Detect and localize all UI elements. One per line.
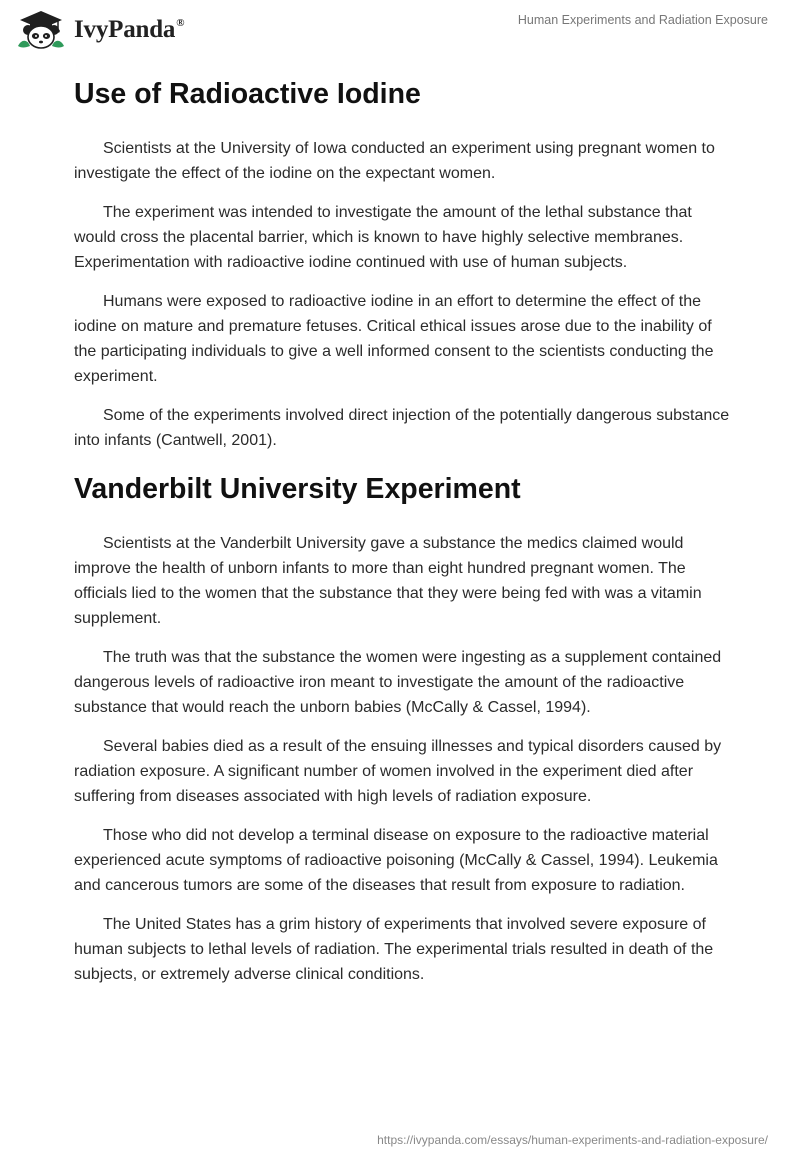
source-url[interactable]: https://ivypanda.com/essays/human-experiments-and-radiation-exposure/ [377, 1133, 768, 1147]
paragraph: The truth was that the substance the women were ingesting as a supplement contained dangerous levels of radioactive iron meant to investigate the amount of the radioactive substance that would reach the unborn babies (McCally & Cassel, 1994). [74, 649, 722, 716]
section-heading-radioactive-iodine: Use of Radioactive Iodine [74, 78, 421, 110]
page-header [0, 0, 800, 60]
paragraph: The experiment was intended to investigate the amount of the lethal substance that would cross the placental barrier, which is known to have highly selective membranes. Experimentation with radioactive iodine continued with use of human subjects. [74, 204, 692, 271]
panda-graduate-icon [14, 8, 68, 52]
paragraph: Some of the experiments involved direct injection of the potentially dangerous substance into infants (Cantwell, 2001). [74, 407, 730, 449]
article-body [74, 72, 734, 1001]
brand-name: IvyPanda® [74, 16, 185, 43]
paragraph: The United States has a grim history of experiments that involved severe exposure of human subjects to lethal levels of radiation. The experimental trials resulted in death of the subjects, or extremely adverse clinical conditions. [74, 916, 714, 983]
section-heading-vanderbilt: Vanderbilt University Experiment [74, 473, 521, 505]
paragraph: Those who did not develop a terminal disease on exposure to the radioactive material experienced acute symptoms of radioactive poisoning (McCally & Cassel, 1994). Leukemia and cancerous tumors are some of the diseases that result from exposure to radiation. [74, 827, 718, 894]
ivypanda-logo[interactable] [14, 8, 184, 52]
document-title: Human Experiments and Radiation Exposure [517, 13, 768, 27]
paragraph: Several babies died as a result of the ensuing illnesses and typical disorders caused by radiation exposure. A significant number of women involved in the experiment died after suffering from diseases associated with high levels of radiation exposure. [74, 738, 722, 805]
paragraph: Humans were exposed to radioactive iodine in an effort to determine the effect of the iodine on mature and premature fetuses. Critical ethical issues arose due to the inability of the participating individuals to give a well informed consent to the scientists conducting the experiment. [74, 293, 714, 385]
paragraph: Scientists at the University of Iowa conducted an experiment using pregnant women to investigate the effect of the iodine on the expectant women. [74, 140, 715, 182]
paragraph: Scientists at the Vanderbilt University gave a substance the medics claimed would improve the health of unborn infants to more than eight hundred pregnant women. The officials lied to the women that the substance that they were being fed with was a vitamin supplement. [74, 535, 702, 627]
